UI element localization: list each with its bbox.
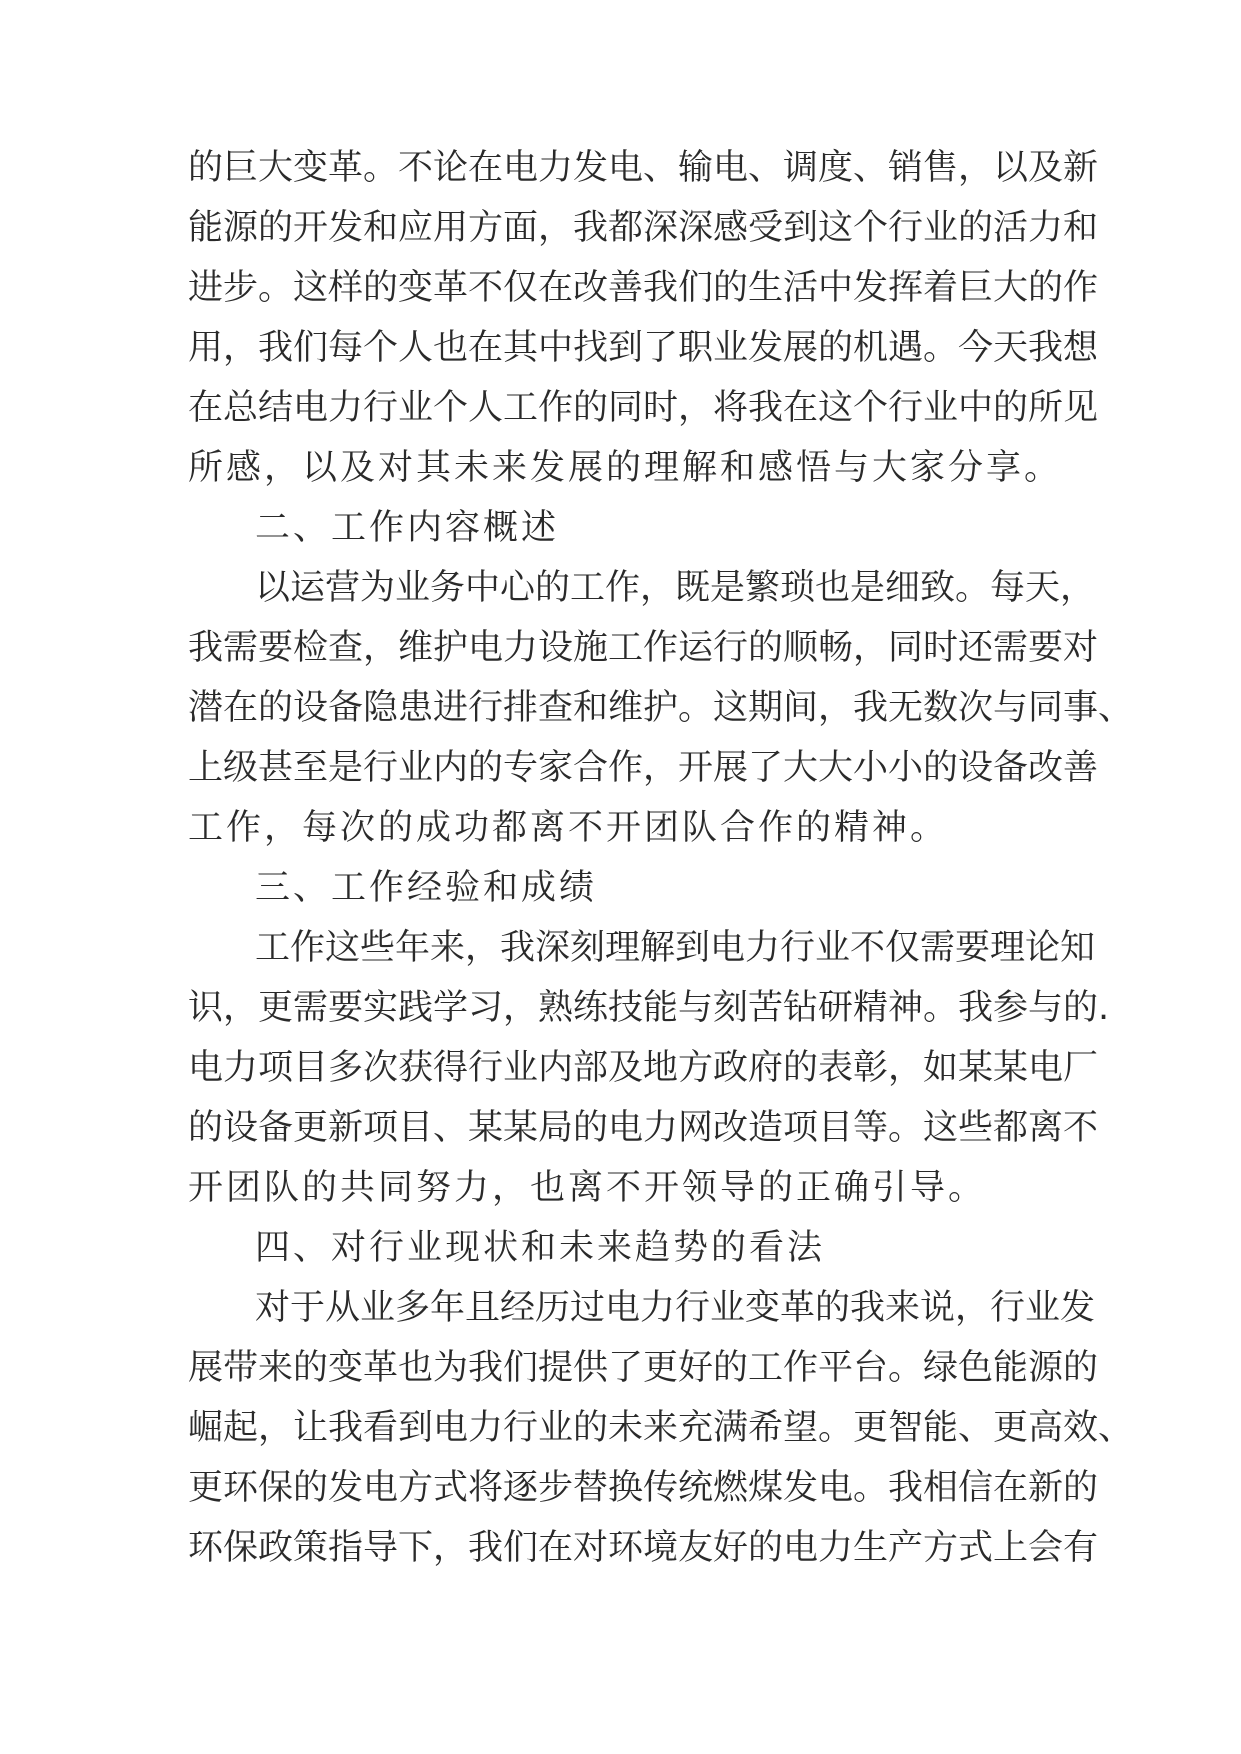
paragraph-line: 能源的开发和应用方面，我都深深感受到这个行业的活力和 [188,208,1099,248]
paragraph-line: 的巨大变革。不论在电力发电、输电、调度、销售，以及新 [188,148,1099,188]
paragraph-line: 工作这些年来，我深刻理解到电力行业不仅需要理论知 [255,928,1096,968]
paragraph-line: 的设备更新项目、某某局的电力网改造项目等。这些都离不 [188,1108,1099,1148]
section-heading: 四、对行业现状和未来趋势的看法 [255,1228,826,1268]
paragraph-line: 所感，以及对其未来发展的理解和感悟与大家分享。 [188,448,1063,488]
paragraph-line: 潜在的设备隐患进行排查和维护。这期间，我无数次与同事、 [188,688,1134,728]
paragraph-line: 进步。这样的变革不仅在改善我们的生活中发挥着巨大的作 [188,268,1099,308]
paragraph-line: 环保政策指导下，我们在对环境友好的电力生产方式上会有 [188,1528,1099,1568]
paragraph-line: 展带来的变革也为我们提供了更好的工作平台。绿色能源的 [188,1348,1099,1388]
paragraph-line: 识，更需要实践学习，熟练技能与刻苦钻研精神。我参与的. [188,988,1110,1028]
paragraph-line: 在总结电力行业个人工作的同时，将我在这个行业中的所见 [188,388,1099,428]
paragraph-line: 崛起，让我看到电力行业的未来充满希望。更智能、更高效、 [188,1408,1134,1448]
paragraph-line: 电力项目多次获得行业内部及地方政府的表彰，如某某电厂 [188,1048,1099,1088]
paragraph-line: 对于从业多年且经历过电力行业变革的我来说，行业发 [255,1288,1096,1328]
paragraph-line: 开团队的共同努力，也离不开领导的正确引导。 [188,1168,987,1208]
paragraph-line: 用，我们每个人也在其中找到了职业发展的机遇。今天我想 [188,328,1099,368]
section-heading: 三、工作经验和成绩 [255,868,598,908]
paragraph-line: 工作，每次的成功都离不开团队合作的精神。 [188,808,949,848]
paragraph-line: 以运营为业务中心的工作，既是繁琐也是细致。每天， [255,568,1096,608]
paragraph-line: 上级甚至是行业内的专家合作，开展了大大小小的设备改善 [188,748,1099,788]
paragraph-line: 我需要检查，维护电力设施工作运行的顺畅，同时还需要对 [188,628,1099,668]
paragraph-line: 更环保的发电方式将逐步替换传统燃煤发电。我相信在新的 [188,1468,1099,1508]
section-heading: 二、工作内容概述 [255,508,560,548]
